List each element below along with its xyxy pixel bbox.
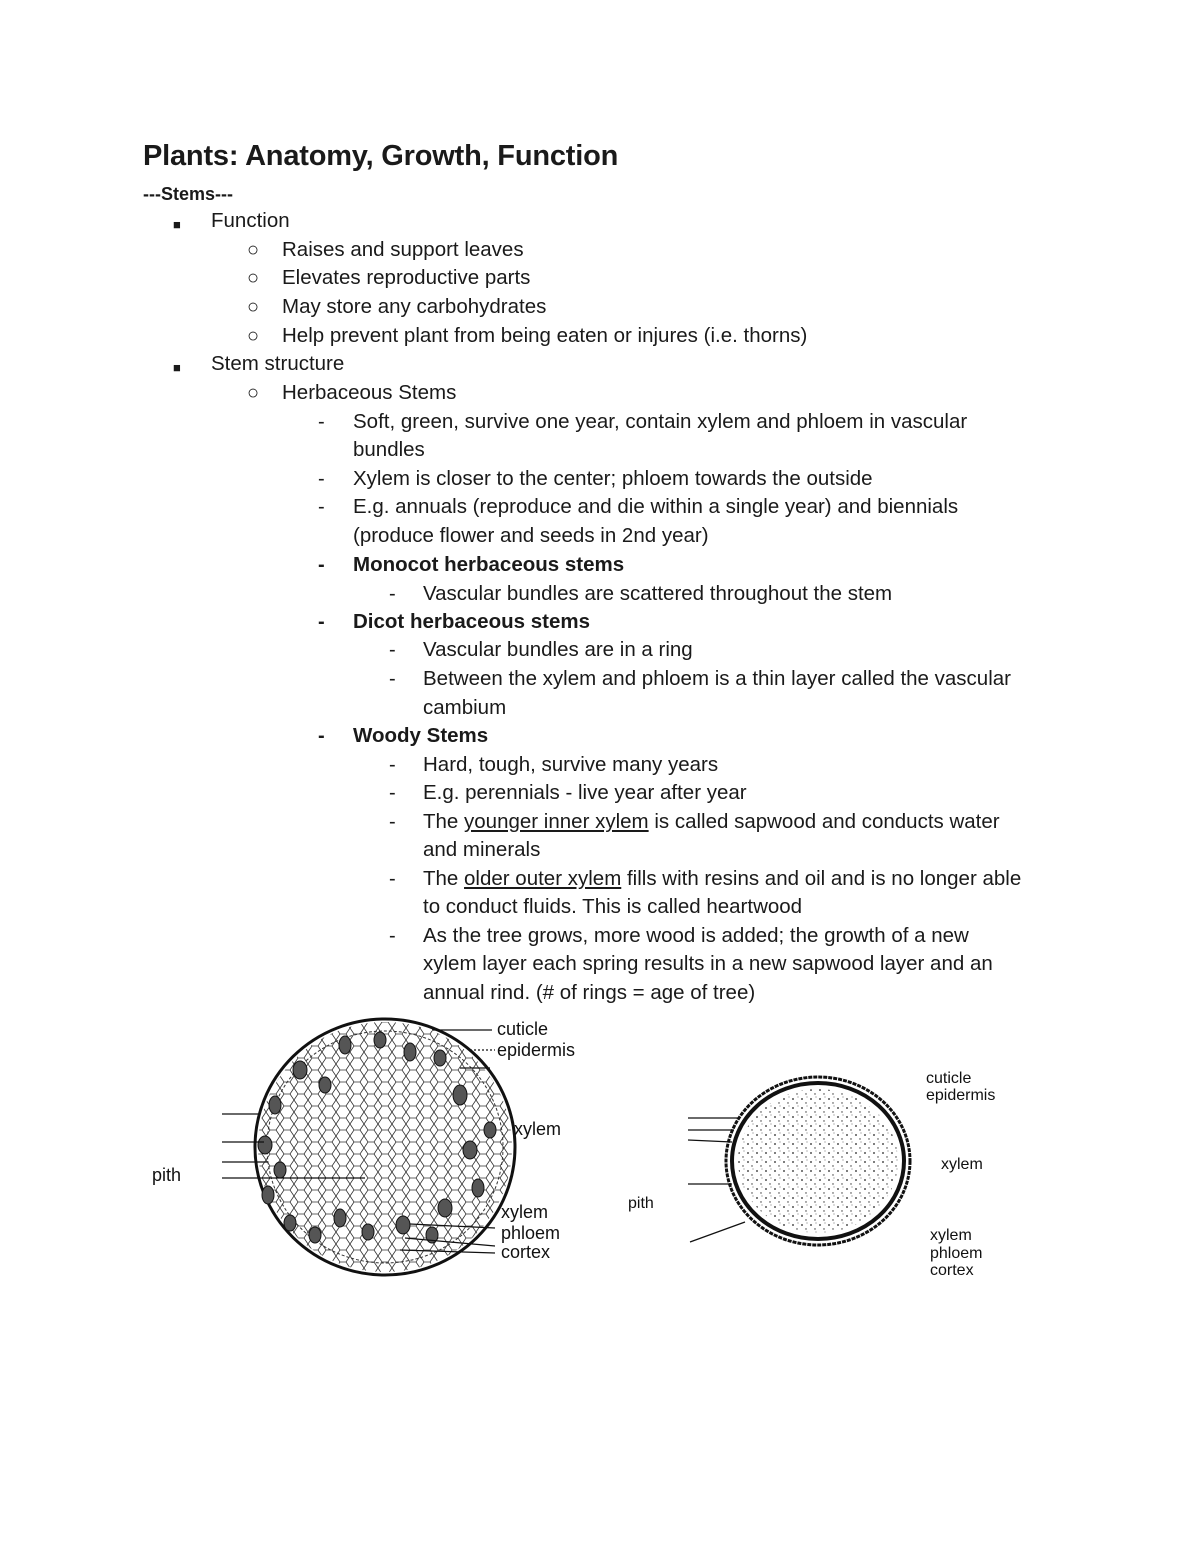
- label-cortex: cortex: [501, 1242, 551, 1262]
- label-epidermis: epidermis: [497, 1040, 576, 1060]
- label-cuticle: cuticle: [926, 1070, 972, 1087]
- dash-bullet: -: [389, 639, 396, 661]
- growth-point: As the tree grows, more wood is added; the growth of a new: [423, 924, 969, 947]
- circle-bullet: ○: [247, 267, 260, 289]
- dicot-stem-diagram: [620, 1060, 1040, 1290]
- circle-bullet: ○: [247, 382, 260, 404]
- circle-bullet: ○: [247, 296, 260, 318]
- page-title: Plants: Anatomy, Growth, Function: [143, 140, 619, 172]
- dicot-point: Between the xylem and phloem is a thin layer called the vascular: [423, 667, 1011, 690]
- label-xylem-lower: xylem: [501, 1202, 549, 1222]
- sapwood-underlined: younger inner xylem: [464, 810, 649, 833]
- circle-bullet: ○: [247, 325, 260, 347]
- herbaceous-point-cont: (produce flower and seeds in 2nd year): [353, 524, 709, 547]
- dicot-heading: Dicot herbaceous stems: [353, 610, 590, 633]
- dash-bullet: -: [318, 611, 325, 633]
- dash-bullet: -: [389, 868, 396, 890]
- label-phloem: phloem: [501, 1223, 561, 1243]
- label-cuticle: cuticle: [497, 1019, 549, 1039]
- stem-structure-heading: Stem structure: [211, 352, 345, 375]
- function-item: Elevates reproductive parts: [282, 266, 531, 289]
- herbaceous-point: Soft, green, survive one year, contain xylem and phloem in vascular: [353, 410, 968, 433]
- heartwood-underlined: older outer xylem: [464, 867, 622, 890]
- dash-bullet: -: [318, 411, 325, 433]
- herbaceous-point-cont: bundles: [353, 438, 425, 461]
- function-heading: Function: [211, 209, 290, 232]
- sapwood-point-cont: and minerals: [423, 838, 541, 861]
- monocot-heading: Monocot herbaceous stems: [353, 553, 625, 576]
- dash-bullet: -: [318, 554, 325, 576]
- circle-bullet: ○: [247, 239, 260, 261]
- sapwood-point: [423, 808, 1000, 836]
- sapwood-pre: The: [423, 810, 465, 833]
- dicot-point-cont: cambium: [423, 696, 507, 719]
- function-item: May store any carbohydrates: [282, 295, 547, 318]
- dash-bullet: -: [389, 925, 396, 947]
- woody-heading: Woody Stems: [353, 724, 489, 747]
- label-pith: pith: [152, 1165, 182, 1185]
- square-bullet: ■: [173, 217, 181, 232]
- herbaceous-point: Xylem is closer to the center; phloem towards the outside: [353, 467, 873, 490]
- dash-bullet: -: [389, 811, 396, 833]
- dash-bullet: -: [318, 725, 325, 747]
- heartwood-post: fills with resins and oil and is no longer able: [621, 867, 1022, 890]
- label-cortex: cortex: [930, 1262, 974, 1279]
- dash-bullet: -: [389, 782, 396, 804]
- heartwood-pre: The: [423, 867, 465, 890]
- dicot-cross-section: [726, 1077, 910, 1245]
- herbaceous-point: E.g. annuals (reproduce and die within a single year) and biennials: [353, 495, 959, 518]
- dash-bullet: -: [389, 583, 396, 605]
- dash-bullet: -: [318, 496, 325, 518]
- dash-bullet: -: [389, 754, 396, 776]
- dash-bullet: -: [389, 668, 396, 690]
- herbaceous-heading: Herbaceous Stems: [282, 381, 457, 404]
- label-xylem: xylem: [514, 1119, 562, 1139]
- label-pith: pith: [628, 1195, 654, 1212]
- growth-point-cont: xylem layer each spring results in a new sapwood layer and an: [423, 952, 993, 975]
- label-xylem-lower: xylem: [930, 1227, 972, 1244]
- heartwood-point-cont: to conduct fluids. This is called heartwood: [423, 895, 803, 918]
- label-xylem: xylem: [941, 1156, 983, 1173]
- woody-point: E.g. perennials - live year after year: [423, 781, 747, 804]
- square-bullet: ■: [173, 360, 181, 375]
- heartwood-point: [423, 865, 1021, 893]
- dicot-point: Vascular bundles are in a ring: [423, 638, 693, 661]
- growth-point-cont: annual rind. (# of rings = age of tree): [423, 981, 756, 1004]
- function-item: Help prevent plant from being eaten or injures (i.e. thorns): [282, 324, 808, 347]
- woody-point: Hard, tough, survive many years: [423, 753, 719, 776]
- label-epidermis: epidermis: [926, 1087, 996, 1104]
- sapwood-post: is called sapwood and conducts water: [648, 810, 1000, 833]
- section-heading-stems: ---Stems---: [143, 184, 233, 204]
- label-phloem: phloem: [930, 1245, 983, 1262]
- dash-bullet: -: [318, 468, 325, 490]
- monocot-stem-diagram: [140, 1010, 610, 1290]
- function-item: Raises and support leaves: [282, 238, 524, 261]
- monocot-point: Vascular bundles are scattered throughout the stem: [423, 582, 893, 605]
